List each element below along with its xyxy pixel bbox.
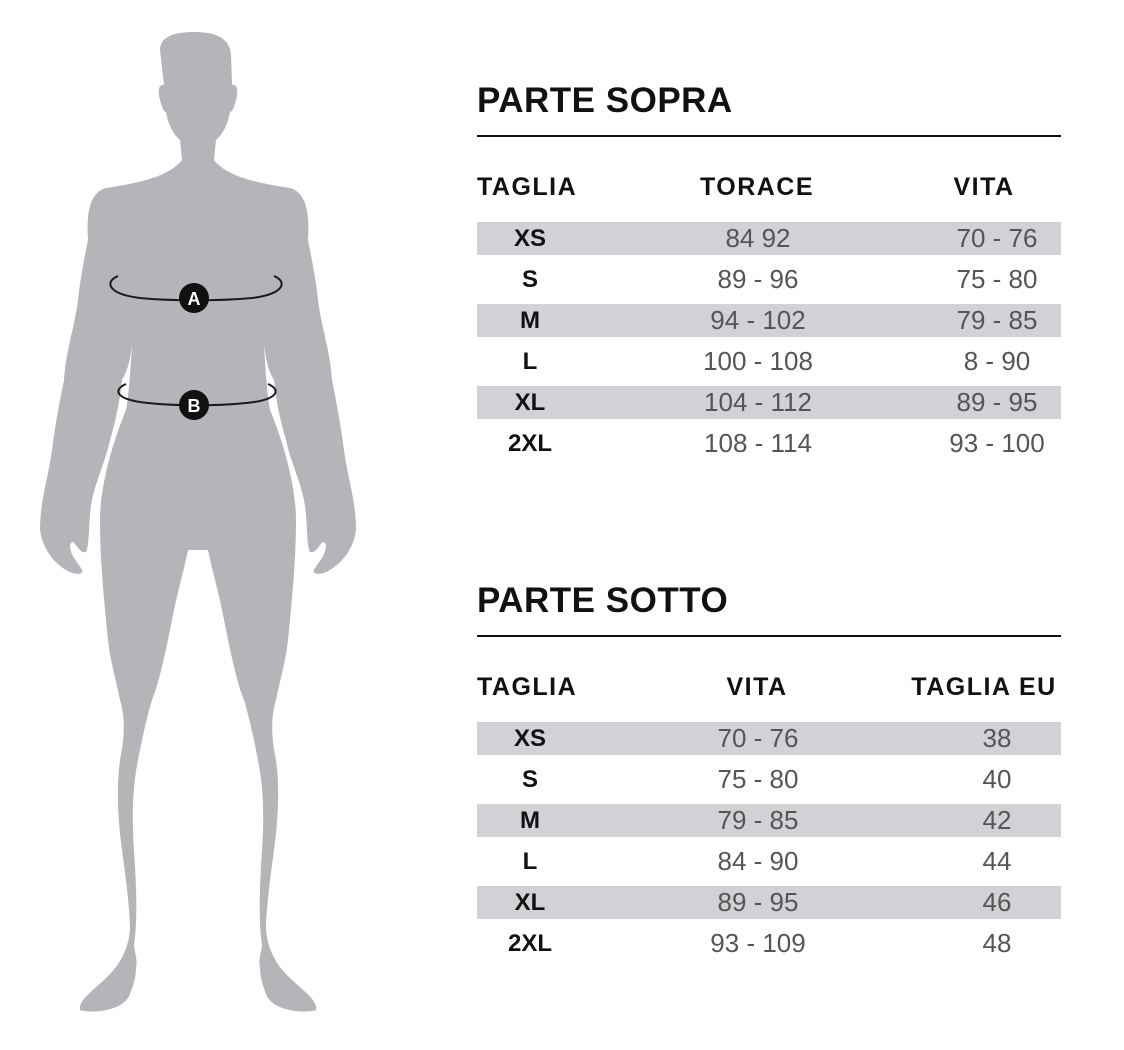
table-row	[477, 841, 1061, 882]
size-cell: M	[520, 306, 540, 334]
eu-size-cell: 42	[982, 805, 1012, 835]
table-row	[477, 423, 1061, 464]
vita-cell: 79 - 85	[717, 805, 799, 835]
marker-b	[179, 390, 209, 420]
size-cell: XL	[514, 388, 546, 416]
eu-size-cell: 38	[982, 723, 1012, 753]
vita-cell: 84 - 90	[717, 846, 799, 876]
body-silhouette-icon	[0, 0, 400, 1050]
table-row	[477, 886, 1061, 919]
size-cell: M	[520, 806, 540, 834]
size-cell: XS	[513, 724, 546, 752]
eu-size-cell: 44	[982, 846, 1012, 876]
table-row	[477, 386, 1061, 419]
vita-cell: 75 - 80	[717, 764, 799, 794]
size-cell: S	[521, 765, 538, 793]
vita-cell: 70 - 76	[956, 223, 1038, 253]
svg-text:A: A	[187, 289, 201, 309]
table-row	[477, 259, 1061, 300]
table-row	[477, 804, 1061, 837]
size-cell: 2XL	[507, 929, 552, 957]
torace-cell: 89 - 96	[717, 264, 799, 294]
top-size-table	[477, 80, 1061, 464]
header-torace: TORACE	[699, 172, 815, 201]
torace-cell: 94 - 102	[710, 305, 806, 335]
body-silhouette-figure	[0, 0, 400, 1050]
header-vita: VITA	[953, 172, 1015, 201]
section-title: PARTE SOPRA	[477, 81, 733, 120]
vita-cell: 89 - 95	[956, 387, 1038, 417]
vita-cell: 79 - 85	[956, 305, 1038, 335]
torace-cell: 104 - 112	[704, 387, 812, 417]
eu-size-cell: 46	[982, 887, 1012, 917]
bottom-size-table	[477, 580, 1061, 964]
header-taglia: TAGLIA	[477, 672, 578, 701]
vita-cell: 89 - 95	[717, 887, 799, 917]
table-header	[477, 161, 1061, 213]
divider	[477, 635, 1061, 637]
size-cell: XL	[514, 888, 546, 916]
eu-size-cell: 40	[982, 764, 1012, 794]
vita-cell: 93 - 100	[949, 428, 1045, 458]
vita-cell: 75 - 80	[956, 264, 1038, 294]
size-cell: XS	[513, 224, 546, 252]
size-cell: L	[522, 847, 538, 875]
table-header	[477, 661, 1061, 713]
table-row	[477, 341, 1061, 382]
eu-size-cell: 48	[982, 928, 1012, 958]
section-title: PARTE SOTTO	[477, 581, 729, 620]
size-cell: L	[522, 347, 538, 375]
size-cell: S	[521, 265, 538, 293]
table-row	[477, 222, 1061, 255]
header-taglia-eu: TAGLIA EU	[911, 672, 1057, 701]
table-row	[477, 759, 1061, 800]
marker-a	[179, 283, 209, 313]
divider	[477, 135, 1061, 137]
vita-cell: 70 - 76	[717, 723, 799, 753]
table-row	[477, 722, 1061, 755]
vita-cell: 93 - 109	[710, 928, 806, 958]
torace-cell: 108 - 114	[704, 428, 812, 458]
header-vita: VITA	[726, 672, 788, 701]
torace-cell: 100 - 108	[703, 346, 813, 376]
header-taglia: TAGLIA	[477, 172, 578, 201]
svg-text:B: B	[187, 396, 201, 416]
table-row	[477, 923, 1061, 964]
table-row	[477, 304, 1061, 337]
vita-cell: 8 - 90	[963, 346, 1031, 376]
torace-cell: 84 92	[725, 223, 791, 253]
size-cell: 2XL	[507, 429, 552, 457]
